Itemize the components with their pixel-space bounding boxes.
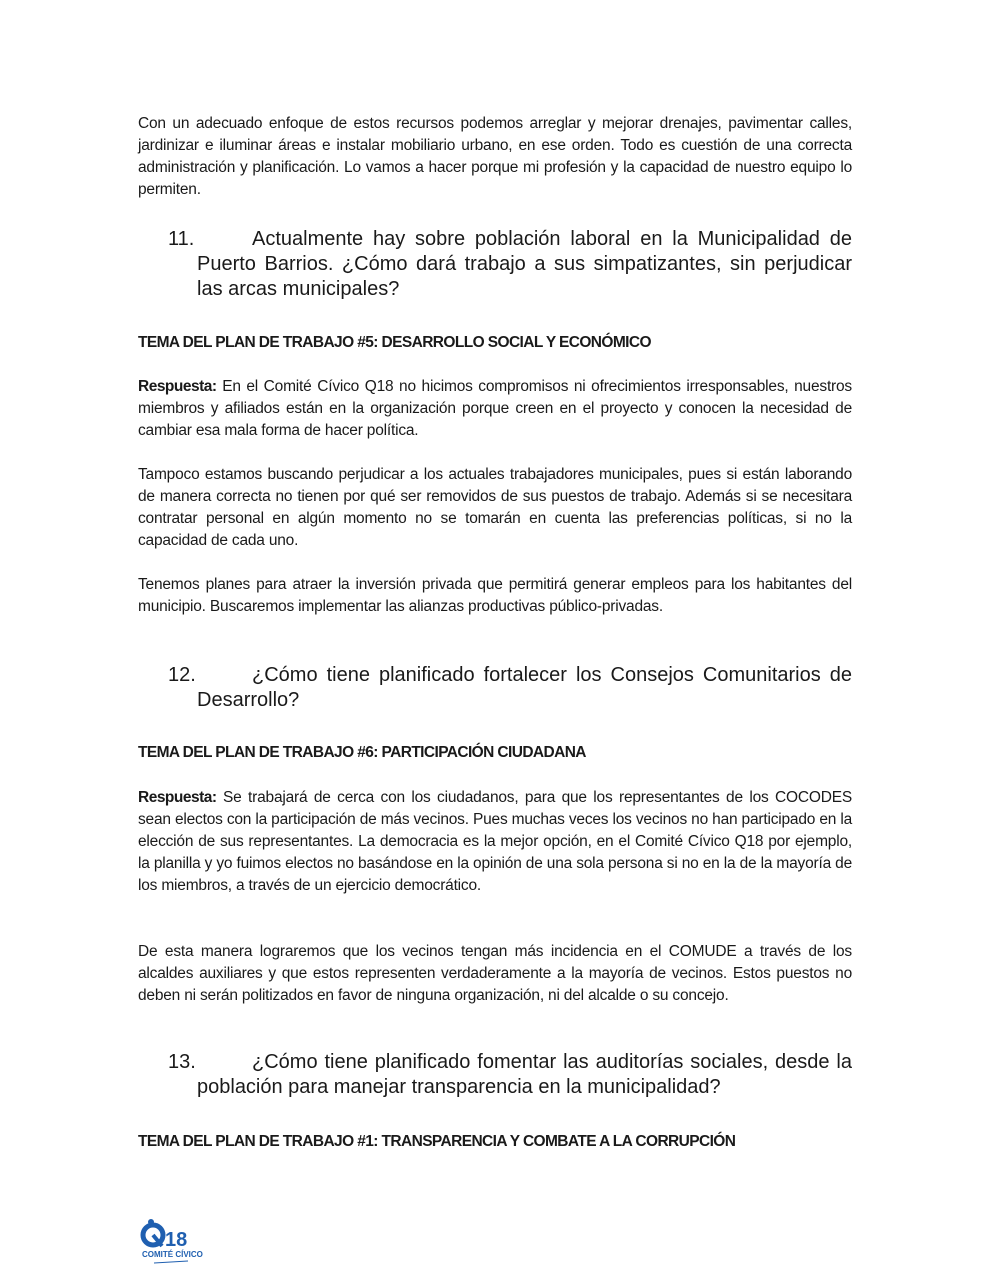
section-heading-6: TEMA DEL PLAN DE TRABAJO #6: PARTICIPACIÓN CIUDADANA [138, 744, 586, 761]
question-11 [168, 227, 852, 302]
question-number: 13. [168, 1051, 196, 1073]
answer-text: Se trabajará de cerca con los ciudadanos, para que los representantes de los COCODES sean electos con la participación de más vecinos. Pues muchas veces los vecinos no han participado en la elección de sus representantes. La democracia es la mejor opción, en el Comité Cívico Q18 por ejemplo, la planilla y yo fuimos electos no basándose en la opinión de una sola persona si no en la de la mayoría de los miembros, a través de un ejercicio democrático. [138, 789, 852, 894]
answer-6a [138, 787, 852, 897]
question-text: ¿Cómo tiene planificado fortalecer los Consejos Comunitarios de Desarrollo? [197, 664, 852, 711]
paragraph-intro: Con un adecuado enfoque de estos recursos podemos arreglar y mejorar drenajes, pavimentar calles, jardinizar e iluminar áreas e instalar mobiliario urbano, en ese orden. Todo es cuestión de una correcta administración y planificación. Lo vamos a hacer porque mi profesión y la capacidad de nuestro equipo lo permiten. [138, 115, 852, 198]
question-number: 12. [168, 664, 196, 686]
svg-text:COMITÉ CÍVICO: COMITÉ CÍVICO [142, 1250, 203, 1259]
question-13 [168, 1050, 852, 1100]
section-heading-5: TEMA DEL PLAN DE TRABAJO #5: DESARROLLO SOCIAL Y ECONÓMICO [138, 334, 651, 351]
section-heading-1: TEMA DEL PLAN DE TRABAJO #1: TRANSPARENCIA Y COMBATE A LA CORRUPCIÓN [138, 1133, 736, 1150]
answer-5a [138, 376, 852, 442]
question-text: ¿Cómo tiene planificado fomentar las auditorías sociales, desde la población para manejar transparencia en la municipalidad? [197, 1051, 852, 1098]
question-text: Actualmente hay sobre población laboral en la Municipalidad de Puerto Barrios. ¿Cómo dará trabajo a sus simpatizantes, sin perjudicar las arcas municipales? [197, 228, 852, 300]
q18-logo [140, 1218, 203, 1268]
answer-text: En el Comité Cívico Q18 no hicimos compromisos ni ofrecimientos irresponsables, nuestros miembros y afiliados están en la organización porque creen en el proyecto y conocen la necesidad de cambiar esa mala forma de hacer política. [138, 378, 852, 439]
answer-5b: Tampoco estamos buscando perjudicar a los actuales trabajadores municipales, pues si están laborando de manera correcta no tienen por qué ser removidos de sus puestos de trabajo. Además si se necesitara contratar personal en algún momento no se tomarán en cuenta las preferencias políticas, si no la capacidad de cada uno. [138, 466, 852, 549]
answer-label: Respuesta: [138, 378, 217, 395]
answer-label: Respuesta: [138, 789, 217, 806]
svg-text:18: 18 [165, 1229, 188, 1251]
answer-6b: De esta manera lograremos que los vecinos tengan más incidencia en el COMUDE a través de los alcaldes auxiliares y que estos representen verdaderamente a la mayoría de vecinos. Estos puestos no deben ni serán politizados en favor de ninguna organización, ni del alcalde o su concejo. [138, 943, 852, 1004]
answer-5c: Tenemos planes para atraer la inversión privada que permitirá generar empleos para los habitantes del municipio. Buscaremos implementar las alianzas productivas público-privadas. [138, 576, 852, 615]
question-12 [168, 663, 852, 713]
question-number: 11. [168, 228, 195, 250]
